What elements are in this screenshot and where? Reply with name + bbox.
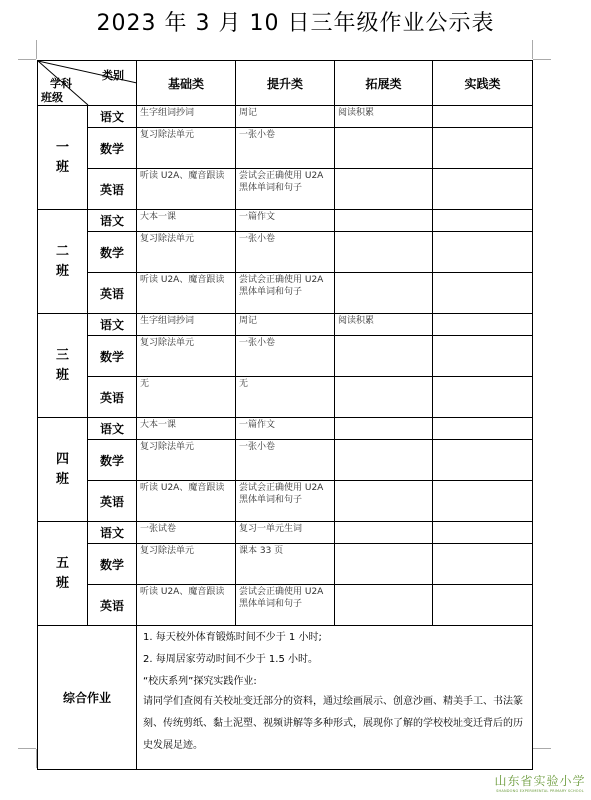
class-name: 四班: [56, 451, 70, 487]
crop-mark-top-left-v: [36, 40, 37, 59]
homework-cell-advanced: 一张小卷: [236, 440, 335, 481]
homework-cell-practice: [433, 481, 533, 522]
table-row: [38, 169, 533, 210]
homework-cell-basic: 复习除法单元: [137, 232, 236, 273]
summary-item: 1. 每天校外体育锻炼时间不少于 1 小时;: [143, 632, 322, 643]
homework-cell-advanced: 尝试会正确使用 U2A 黑体单词和句子: [236, 273, 335, 314]
table-row: [38, 377, 533, 418]
homework-cell-extension: [335, 336, 433, 377]
class-name-cell: [38, 522, 88, 626]
homework-cell-advanced: 尝试会正确使用 U2A 黑体单词和句子: [236, 169, 335, 210]
homework-cell-extension: [335, 418, 433, 440]
homework-cell-basic: 听读 U2A、魔音跟读: [137, 169, 236, 210]
summary-item: 2. 每周居家劳动时间不少于 1.5 小时。: [143, 654, 318, 665]
school-logo-subtext: SHANDONG EXPERIMENTAL PRIMARY SCHOOL: [496, 789, 584, 793]
subject-english: 英语: [88, 585, 137, 626]
summary-label: 综合作业: [38, 626, 137, 770]
summary-row: [38, 626, 533, 770]
school-logo: [492, 772, 588, 793]
homework-cell-extension: [335, 440, 433, 481]
homework-cell-extension: [335, 585, 433, 626]
homework-cell-practice: [433, 418, 533, 440]
homework-cell-advanced: 复习一单元生词: [236, 522, 335, 544]
homework-cell-practice: [433, 522, 533, 544]
class-name-cell: [38, 106, 88, 210]
subject-english: 英语: [88, 377, 137, 418]
homework-cell-advanced: 一张小卷: [236, 232, 335, 273]
homework-table: [37, 60, 533, 770]
table-row: [38, 273, 533, 314]
homework-cell-practice: [433, 440, 533, 481]
homework-cell-extension: [335, 169, 433, 210]
homework-cell-practice: [433, 210, 533, 232]
class-name-cell: [38, 210, 88, 314]
homework-cell-basic: 生字组词抄词: [137, 314, 236, 336]
column-header-basic: 基础类: [137, 61, 236, 106]
homework-cell-practice: [433, 377, 533, 418]
corner-label-category: 类别: [102, 69, 124, 82]
table-row: [38, 314, 533, 336]
homework-cell-practice: [433, 106, 533, 128]
table-row: [38, 106, 533, 128]
homework-cell-extension: 阅读积累: [335, 314, 433, 336]
subject-math: 数学: [88, 336, 137, 377]
homework-cell-practice: [433, 232, 533, 273]
homework-cell-basic: 复习除法单元: [137, 544, 236, 585]
homework-cell-practice: [433, 273, 533, 314]
class-name: 三班: [56, 347, 70, 383]
subject-english: 英语: [88, 169, 137, 210]
homework-cell-basic: 听读 U2A、魔音跟读: [137, 585, 236, 626]
subject-chinese: 语文: [88, 314, 137, 336]
homework-cell-basic: 听读 U2A、魔音跟读: [137, 273, 236, 314]
summary-item: 请同学们查阅有关校址变迁部分的资料，通过绘画展示、创意沙画、精美手工、书法篆刻、传统剪纸、黏土泥塑、视频讲解等多种形式，展现你了解的学校校址变迁背后的历史发展足迹。: [143, 696, 523, 751]
homework-cell-practice: [433, 544, 533, 585]
homework-cell-extension: [335, 273, 433, 314]
homework-cell-advanced: 无: [236, 377, 335, 418]
table-row: [38, 128, 533, 169]
corner-label-subject: 学科: [50, 77, 72, 90]
class-name-cell: [38, 418, 88, 522]
homework-cell-practice: [433, 128, 533, 169]
header-row: [38, 61, 533, 106]
homework-cell-practice: [433, 336, 533, 377]
table-row: [38, 440, 533, 481]
column-header-advanced: 提升类: [236, 61, 335, 106]
column-header-practice: 实践类: [433, 61, 533, 106]
homework-cell-advanced: 一张小卷: [236, 336, 335, 377]
subject-chinese: 语文: [88, 418, 137, 440]
homework-cell-basic: 听读 U2A、魔音跟读: [137, 481, 236, 522]
table-row: [38, 418, 533, 440]
homework-cell-advanced: 周记: [236, 106, 335, 128]
table-row: [38, 544, 533, 585]
subject-chinese: 语文: [88, 210, 137, 232]
homework-cell-basic: 大本一课: [137, 210, 236, 232]
subject-math: 数学: [88, 440, 137, 481]
homework-cell-advanced: 一篇作文: [236, 418, 335, 440]
crop-mark-top-right-v: [532, 40, 533, 59]
homework-cell-basic: 无: [137, 377, 236, 418]
homework-cell-advanced: 周记: [236, 314, 335, 336]
table-row: [38, 522, 533, 544]
corner-label-class: 班级: [41, 91, 63, 104]
subject-english: 英语: [88, 481, 137, 522]
class-name: 二班: [56, 243, 70, 279]
homework-cell-extension: [335, 377, 433, 418]
summary-content: [137, 626, 533, 770]
homework-cell-extension: [335, 128, 433, 169]
homework-cell-extension: 阅读积累: [335, 106, 433, 128]
page-title: 2023 年 3 月 10 日三年级作业公示表: [96, 11, 495, 36]
homework-cell-extension: [335, 481, 433, 522]
homework-cell-practice: [433, 585, 533, 626]
homework-cell-basic: 一张试卷: [137, 522, 236, 544]
homework-cell-extension: [335, 522, 433, 544]
crop-mark-bottom-left-h: [18, 748, 36, 749]
homework-cell-extension: [335, 544, 433, 585]
homework-cell-advanced: 尝试会正确使用 U2A 黑体单词和句子: [236, 585, 335, 626]
crop-mark-bottom-right-h: [533, 748, 551, 749]
homework-cell-basic: 复习除法单元: [137, 336, 236, 377]
subject-math: 数学: [88, 128, 137, 169]
homework-cell-advanced: 一篇作文: [236, 210, 335, 232]
class-name-cell: [38, 314, 88, 418]
subject-math: 数学: [88, 544, 137, 585]
table-row: [38, 232, 533, 273]
crop-mark-top-left-h: [18, 59, 36, 60]
table-row: [38, 585, 533, 626]
homework-cell-extension: [335, 210, 433, 232]
school-logo-text: 山东省实验小学: [494, 774, 586, 788]
summary-item: “校庆系列”探究实践作业:: [143, 676, 257, 687]
subject-english: 英语: [88, 273, 137, 314]
subject-math: 数学: [88, 232, 137, 273]
table-row: [38, 336, 533, 377]
table-row: [38, 481, 533, 522]
homework-cell-advanced: 一张小卷: [236, 128, 335, 169]
class-name: 五班: [56, 555, 70, 591]
class-name: 一班: [56, 139, 70, 175]
homework-cell-basic: 大本一课: [137, 418, 236, 440]
homework-cell-practice: [433, 169, 533, 210]
homework-cell-extension: [335, 232, 433, 273]
table-row: [38, 210, 533, 232]
homework-cell-basic: 复习除法单元: [137, 440, 236, 481]
homework-cell-practice: [433, 314, 533, 336]
header-corner-cell: [38, 61, 137, 106]
homework-cell-basic: 复习除法单元: [137, 128, 236, 169]
homework-cell-advanced: 课本 33 页: [236, 544, 335, 585]
homework-cell-basic: 生字组词抄词: [137, 106, 236, 128]
crop-mark-top-right-h: [533, 59, 551, 60]
subject-chinese: 语文: [88, 106, 137, 128]
column-header-extension: 拓展类: [335, 61, 433, 106]
homework-cell-advanced: 尝试会正确使用 U2A 黑体单词和句子: [236, 481, 335, 522]
subject-chinese: 语文: [88, 522, 137, 544]
